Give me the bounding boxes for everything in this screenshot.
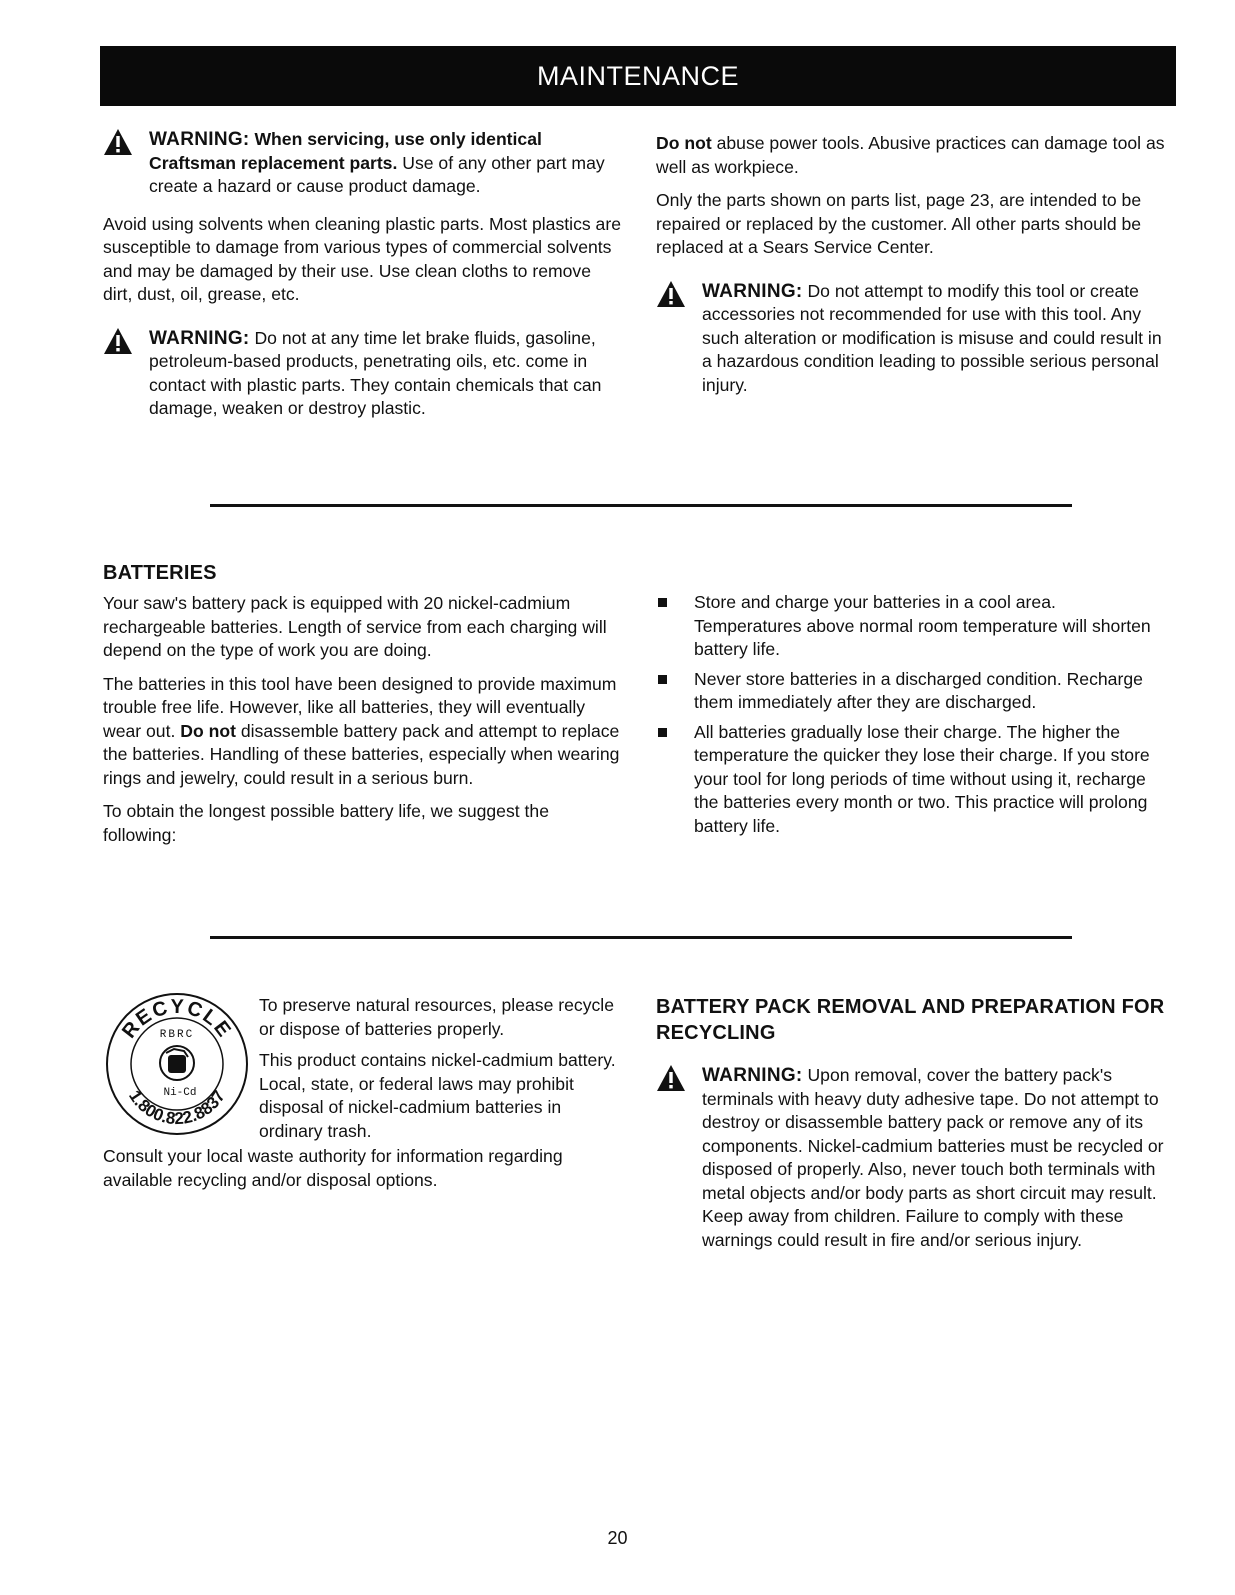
parts-list-paragraph: Only the parts shown on parts list, page 23, are intended to be repaired or replaced by the customer. All other parts should be replaced at a Sears Service Center. bbox=[656, 190, 1142, 257]
bullet-square-icon bbox=[658, 675, 667, 684]
removal-heading: BATTERY PACK REMOVAL AND PREPARATION FOR RECYCLING bbox=[656, 996, 1165, 1044]
battery-tips-list bbox=[656, 591, 1156, 838]
list-item-text: All batteries gradually lose their charge. The higher the temperature the quicker they lose their charge. If you store your tool for long periods of time without using it, recharge the batteries every month or two. This practice will prolong battery life. bbox=[694, 721, 1150, 836]
bullet-square-icon bbox=[658, 598, 667, 607]
nicad-paragraph: This product contains nickel-cadmium battery. Local, state, or federal laws may prohibit disposal of nickel-cadmium batteries in ordinary trash. bbox=[259, 1050, 616, 1141]
maintenance-left-column bbox=[103, 128, 623, 439]
section-divider bbox=[210, 504, 1072, 507]
batteries-heading: BATTERIES bbox=[103, 562, 217, 584]
consult-paragraph: Consult your local waste authority for information regarding available recycling and/or disposal options. bbox=[103, 1146, 563, 1190]
solvents-paragraph: Avoid using solvents when cleaning plastic parts. Most plastics are susceptible to damage from various types of commercial solvents and may be damaged by their use. Use clean cloths to remove dirt, dust, oil, grease, etc. bbox=[103, 213, 621, 304]
batteries-left-column bbox=[103, 560, 623, 857]
batteries-suggest-paragraph: To obtain the longest possible battery life, we suggest the following: bbox=[103, 801, 549, 845]
abuse-paragraph bbox=[656, 132, 1172, 179]
abuse-text: abuse power tools. Abusive practices can damage tool as well as workpiece. bbox=[656, 133, 1165, 177]
list-item bbox=[656, 591, 1156, 662]
section-title-banner bbox=[100, 46, 1176, 106]
maintenance-right-column bbox=[656, 132, 1172, 415]
list-item bbox=[656, 721, 1156, 839]
recycle-paragraph: To preserve natural resources, please recycle or dispose of batteries properly. bbox=[259, 995, 614, 1039]
bullet-square-icon bbox=[658, 728, 667, 737]
wear-text-b: disassemble battery pack and attempt to replace the batteries. Handling of these batteries, especially when wearing rings and jewelry, could result in a serious burn. bbox=[103, 720, 620, 788]
page-title: MAINTENANCE bbox=[536, 61, 739, 91]
list-item-text: Store and charge your batteries in a cool area. Temperatures above normal room temperature will shorten battery life. bbox=[694, 592, 1151, 659]
warning-text: Do not attempt to modify this tool or create accessories not recommended for use with this tool. Any such alteration or modification is misuse and could result in a hazardous condition leading to possible serious personal injury. bbox=[702, 280, 1162, 395]
warning-label: WARNING: bbox=[702, 280, 803, 302]
warning-label: WARNING: bbox=[149, 129, 250, 150]
do-not-emphasis: Do not bbox=[656, 133, 712, 153]
seal-top-text: RECYCLE bbox=[118, 995, 236, 1043]
seal-chem: Ni-Cd bbox=[163, 1087, 197, 1099]
section-divider bbox=[210, 936, 1072, 939]
batteries-right-column bbox=[656, 591, 1156, 838]
batteries-intro-paragraph: Your saw's battery pack is equipped with 20 nickel-cadmium rechargeable batteries. Length of service from each charging will depend on the type of work you are doing. bbox=[103, 593, 607, 660]
warning-identical-parts bbox=[103, 128, 623, 199]
warning-modify-tool bbox=[656, 280, 1172, 398]
wear-text-a: The batteries in this tool have been designed to provide maximum trouble free life. However, like all batteries, they will eventually wear out. bbox=[103, 673, 617, 741]
warning-bold-text: When servicing, use only identical Craftsman replacement parts. bbox=[149, 129, 542, 173]
warning-brake-fluids bbox=[103, 327, 623, 421]
batteries-wear-paragraph bbox=[103, 673, 623, 791]
warning-triangle-icon bbox=[656, 280, 686, 308]
warning-triangle-icon bbox=[103, 128, 133, 156]
do-not-emphasis: Do not bbox=[180, 720, 236, 741]
warning-triangle-icon bbox=[103, 327, 133, 355]
warning-text: Use of any other part may create a hazard or cause product damage. bbox=[149, 152, 605, 196]
list-item-text: Never store batteries in a discharged condition. Recharge them immediately after they are discharged. bbox=[694, 668, 1143, 712]
recycling-consult-block bbox=[103, 1145, 623, 1202]
warning-label: WARNING: bbox=[702, 1065, 803, 1086]
removal-column bbox=[656, 994, 1170, 1270]
list-item bbox=[656, 668, 1156, 715]
seal-phone: 1.800.822.8837 bbox=[125, 1086, 229, 1129]
warning-battery-removal bbox=[656, 1064, 1170, 1252]
rbrc-recycle-seal-icon bbox=[104, 991, 250, 1137]
warning-text: Do not at any time let brake fluids, gasoline, petroleum-based products, penetrating oils, etc. come in contact with plastic parts. They contain chemicals that can damage, weaken or destroy plastic. bbox=[149, 327, 602, 418]
warning-triangle-icon bbox=[656, 1064, 686, 1092]
seal-org: RBRC bbox=[159, 1029, 195, 1041]
page-number: 20 bbox=[607, 1528, 628, 1548]
warning-label: WARNING: bbox=[149, 327, 250, 349]
recycling-text-block bbox=[259, 994, 629, 1143]
warning-text: Upon removal, cover the battery pack's terminals with heavy duty adhesive tape. Do not attempt to destroy or disassemble battery pack or remove any of its components. Nickel-cadmium batteries must be recycled or disposed of properly. Also, never touch both terminals with metal objects and/or body parts as short circuit may result. Keep away from children. Failure to comply with these warnings could result in fire and/or serious injury. bbox=[702, 1065, 1164, 1250]
